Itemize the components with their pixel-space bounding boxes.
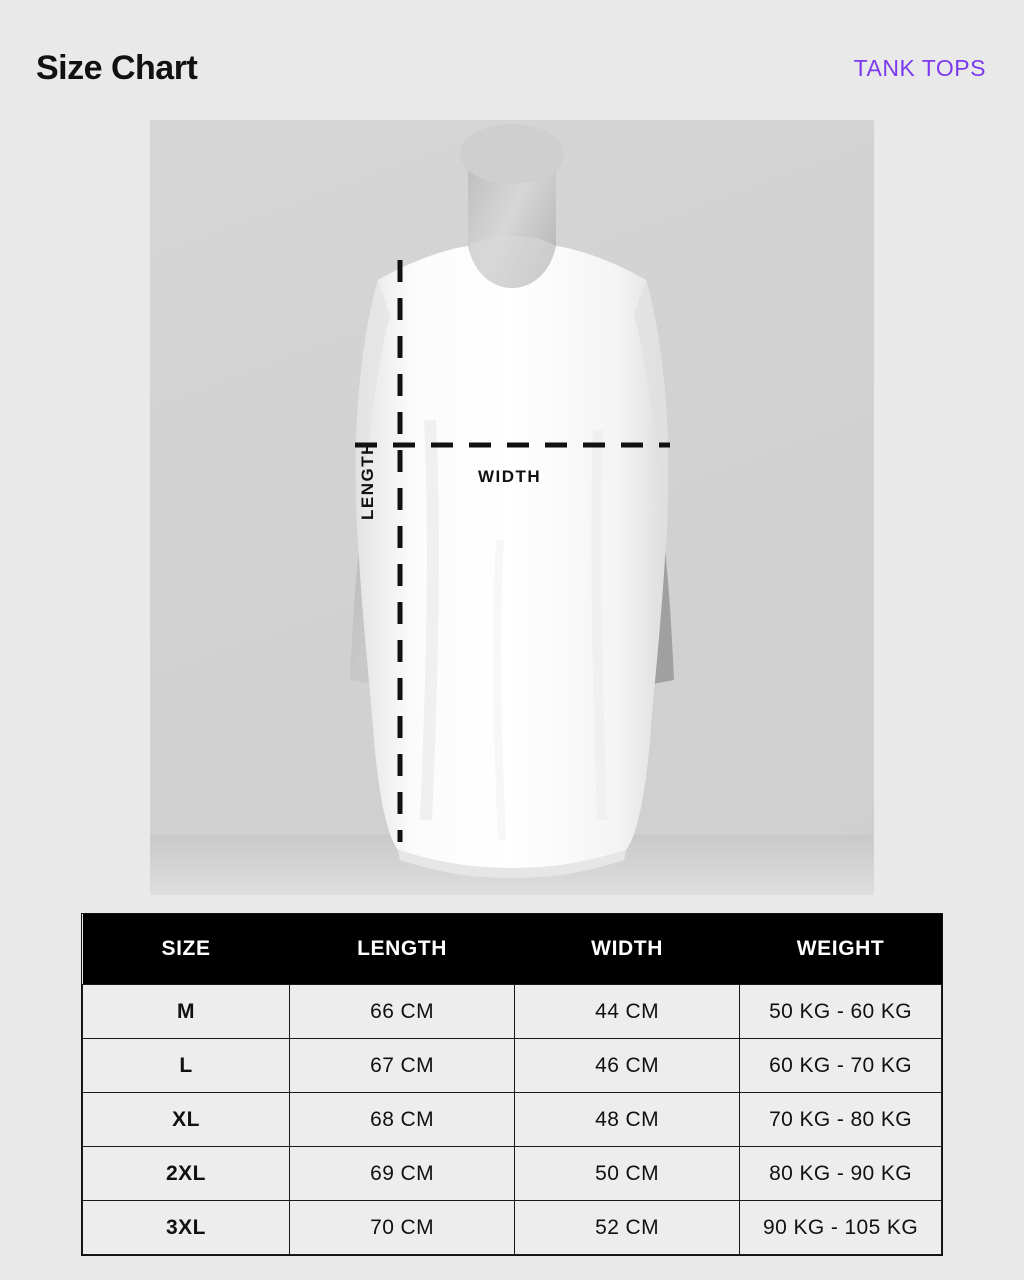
table-header-row bbox=[83, 914, 942, 985]
column-header-size: SIZE bbox=[83, 914, 290, 985]
table-row bbox=[83, 1093, 942, 1147]
column-header-weight: WEIGHT bbox=[740, 914, 942, 985]
width-label: WIDTH bbox=[478, 467, 542, 486]
cell-width: 50 CM bbox=[515, 1147, 740, 1201]
size-table-wrapper bbox=[81, 913, 943, 1256]
cell-length: 67 CM bbox=[290, 1039, 515, 1093]
table-row bbox=[83, 985, 942, 1039]
cell-size: L bbox=[83, 1039, 290, 1093]
cell-length: 70 CM bbox=[290, 1201, 515, 1255]
cell-size: 2XL bbox=[83, 1147, 290, 1201]
size-table bbox=[82, 914, 942, 1255]
column-header-length: LENGTH bbox=[290, 914, 515, 985]
cell-size: M bbox=[83, 985, 290, 1039]
cell-length: 68 CM bbox=[290, 1093, 515, 1147]
length-label: LENGTH bbox=[358, 441, 377, 520]
cell-size: XL bbox=[83, 1093, 290, 1147]
cell-weight: 90 KG - 105 KG bbox=[740, 1201, 942, 1255]
product-photo bbox=[150, 120, 874, 895]
cell-weight: 70 KG - 80 KG bbox=[740, 1093, 942, 1147]
cell-weight: 60 KG - 70 KG bbox=[740, 1039, 942, 1093]
page-title: Size Chart bbox=[36, 49, 198, 87]
cell-weight: 50 KG - 60 KG bbox=[740, 985, 942, 1039]
table-row bbox=[83, 1039, 942, 1093]
page-header bbox=[0, 46, 1024, 94]
cell-width: 44 CM bbox=[515, 985, 740, 1039]
cell-width: 48 CM bbox=[515, 1093, 740, 1147]
cell-size: 3XL bbox=[83, 1201, 290, 1255]
tank-top-illustration bbox=[150, 120, 874, 895]
category-label: TANK TOPS bbox=[853, 55, 986, 81]
table-row bbox=[83, 1147, 942, 1201]
cell-weight: 80 KG - 90 KG bbox=[740, 1147, 942, 1201]
cell-width: 52 CM bbox=[515, 1201, 740, 1255]
table-row bbox=[83, 1201, 942, 1255]
cell-length: 69 CM bbox=[290, 1147, 515, 1201]
cell-length: 66 CM bbox=[290, 985, 515, 1039]
column-header-width: WIDTH bbox=[515, 914, 740, 985]
cell-width: 46 CM bbox=[515, 1039, 740, 1093]
